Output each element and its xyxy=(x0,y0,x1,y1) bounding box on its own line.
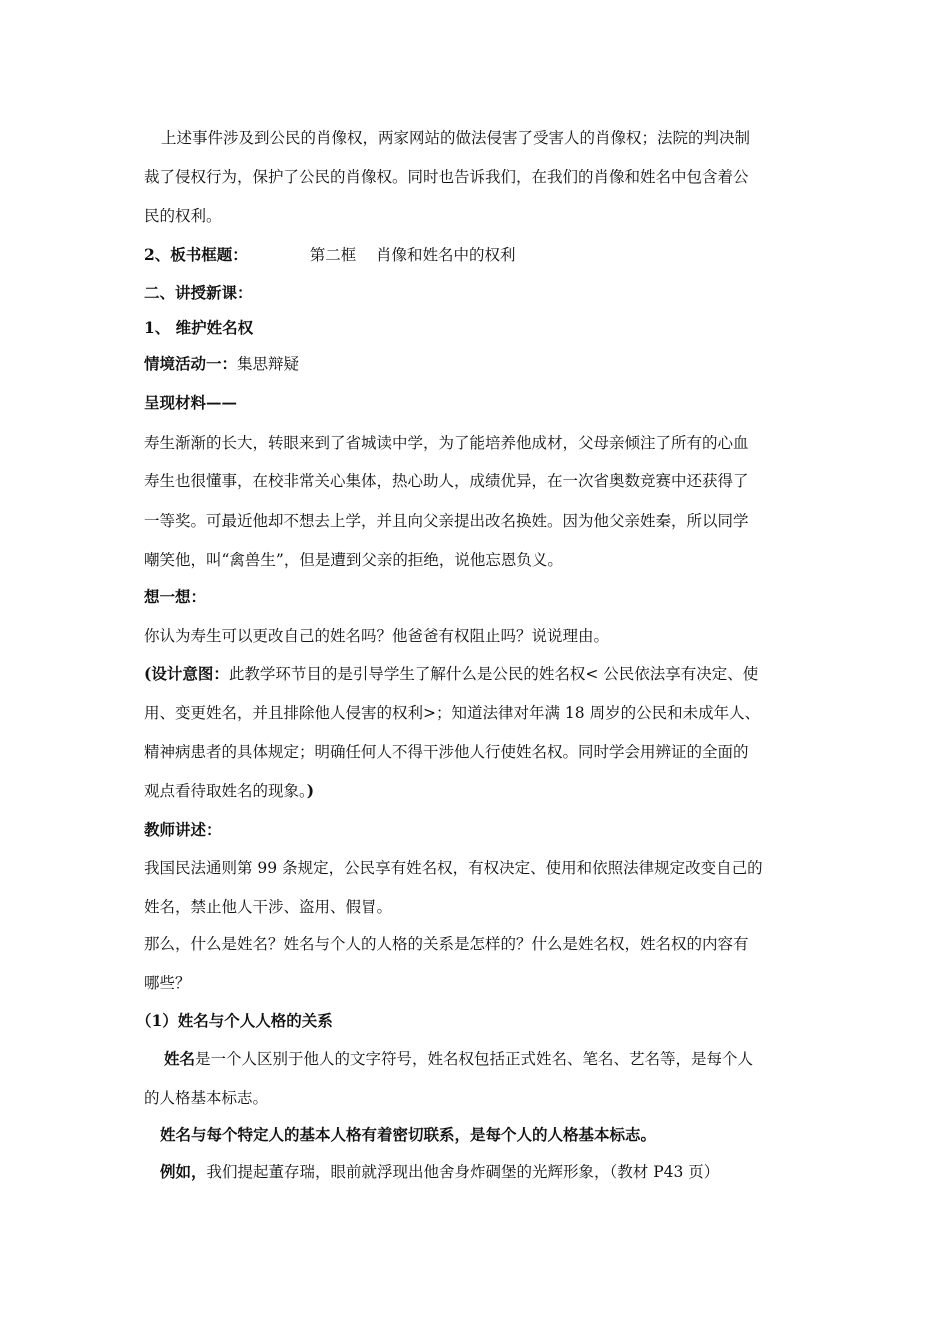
paragraph-line: 寿生渐渐的长大，转眼来到了省城读中学，为了能培养他成材，父母亲倾注了所有的心血 xyxy=(144,434,749,452)
paragraph-line: 例如，我们提起董存瑞，眼前就浮现出他舍身炸碉堡的光辉形象，（教材 P43 页） xyxy=(160,1162,720,1181)
paragraph-line: 哪些？ xyxy=(144,974,191,992)
paragraph-line: 寿生也很懂事，在校非常关心集体，热心助人，成绩优异，在一次省奥数竞赛中还获得了 xyxy=(144,472,749,490)
section-heading: 二、讲授新课： xyxy=(144,283,253,302)
subsection-heading: （1）姓名与个人人格的关系 xyxy=(136,1011,333,1030)
paragraph-line: 我国民法通则第 99 条规定，公民享有姓名权，有权决定、使用和依照法律规定改变自己的 xyxy=(144,859,763,877)
design-intent-line: (设计意图：此教学环节目的是引导学生了解什么是公民的姓名权< 公民依法享有决定、使 xyxy=(144,664,759,683)
paragraph-line: 嘲笑他，叫“禽兽生”，但是遭到父亲的拒绝，说他忘恩负义。 xyxy=(144,551,563,569)
paragraph-line: 的人格基本标志。 xyxy=(144,1089,269,1107)
paragraph-line: 上述事件涉及到公民的肖像权，两家网站的做法侵害了受害人的肖像权；法院的判决制 xyxy=(161,129,751,147)
paragraph-line: 一等奖。可最近他却不想去上学，并且向父亲提出改名换姓。因为他父亲姓秦，所以同学 xyxy=(144,512,749,530)
paragraph-line: 用、变更姓名，并且排除他人侵害的权利>；知道法律对年满 18 周岁的公民和未成年人、 xyxy=(144,704,761,722)
section-heading: 1、 维护姓名权 xyxy=(144,318,254,337)
paragraph-line: 你认为寿生可以更改自己的姓名吗？他爸爸有权阻止吗？说说理由。 xyxy=(144,627,610,645)
think-heading: 想一想： xyxy=(144,587,207,606)
paragraph-line: 姓名是一个人区别于他人的文字符号，姓名权包括正式姓名、笔名、艺名等，是每个人 xyxy=(164,1049,754,1068)
paragraph-line: 那么，什么是姓名？姓名与个人的人格的关系是怎样的？什么是姓名权，姓名权的内容有 xyxy=(144,935,749,953)
paragraph-line: 裁了侵权行为，保护了公民的肖像权。同时也告诉我们，在我们的肖像和姓名中包含着公 xyxy=(144,168,749,186)
section-heading: 2、板书框题： 第二框 肖像和姓名中的权利 xyxy=(144,245,516,264)
material-heading: 呈现材料—— xyxy=(144,393,238,412)
key-point: 姓名与每个特定人的基本人格有着密切联系，是每个人的人格基本标志。 xyxy=(160,1125,657,1144)
paragraph-line: 民的权利。 xyxy=(144,207,222,225)
teacher-heading: 教师讲述： xyxy=(144,820,222,839)
paragraph-line: 观点看待取姓名的现象。) xyxy=(144,781,315,800)
paragraph-line: 精神病患者的具体规定；明确任何人不得干涉他人行使姓名权。同时学会用辨证的全面的 xyxy=(144,743,749,761)
activity-heading: 情境活动一：集思辩疑 xyxy=(144,354,300,373)
paragraph-line: 姓名，禁止他人干涉、盗用、假冒。 xyxy=(144,898,393,916)
